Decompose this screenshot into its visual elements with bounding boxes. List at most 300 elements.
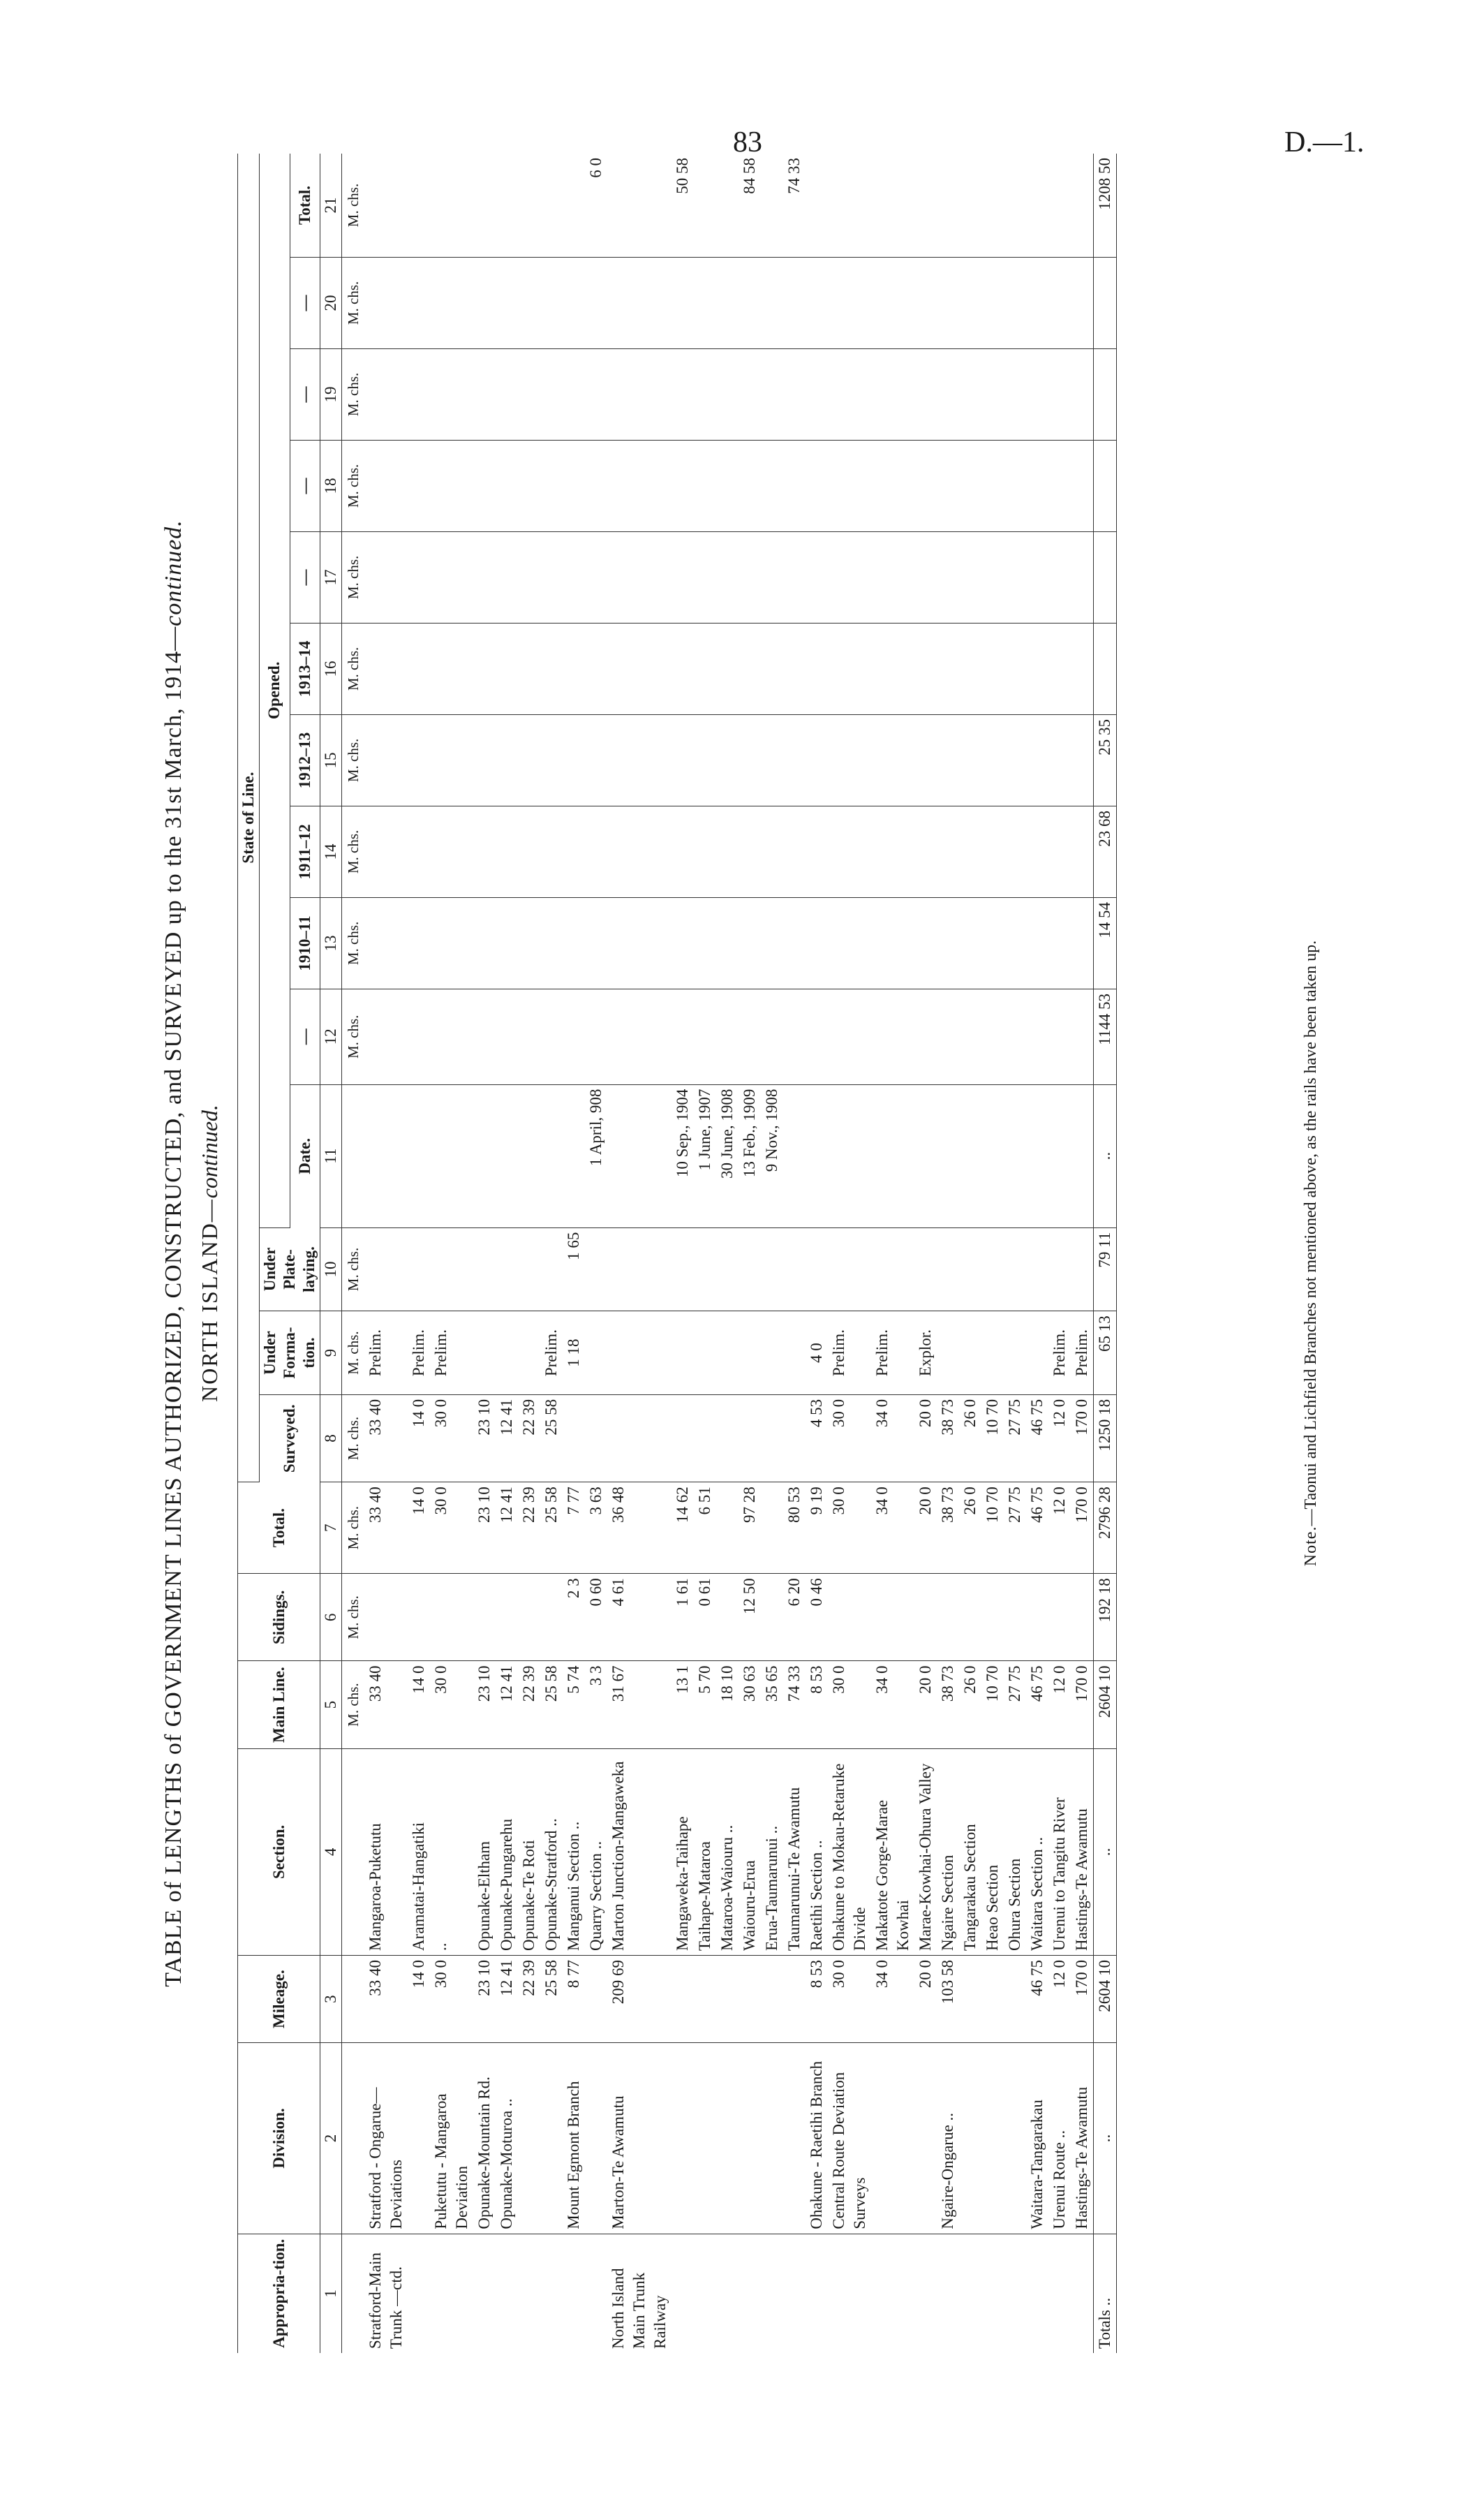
footnote [1302, 154, 1321, 2353]
under-plate-laying-cell [607, 1227, 671, 1311]
total-cell: 10 70 [981, 1482, 1004, 1574]
main-line-cell: 20 0 [914, 1661, 937, 1748]
opened-year-cell [694, 806, 716, 897]
appropriation-cell [585, 2234, 607, 2353]
opened-year-cell [585, 714, 607, 806]
table-row [607, 154, 671, 2353]
division-cell [761, 2043, 783, 2234]
unit-label: M. chs. [342, 1227, 365, 1311]
under-plate-laying-cell [1026, 1227, 1048, 1311]
surveyed-cell: 30 0 [430, 1394, 473, 1482]
opened-year-cell [739, 714, 761, 806]
opened-year-cell [607, 257, 671, 348]
main-line-cell: 30 63 [739, 1661, 761, 1748]
sidings-cell [518, 1574, 540, 1661]
opened-total-cell [540, 154, 563, 257]
under-plate-laying-cell [694, 1227, 716, 1311]
section-cell: Raetihi Section .. [806, 1748, 828, 1955]
surveyed-cell: 23 10 [473, 1394, 496, 1482]
sidings-cell [540, 1574, 563, 1661]
opened-year-cell [496, 623, 518, 714]
table-row [563, 154, 585, 2353]
total-cell: 14 0 [408, 1482, 430, 1574]
opened-year-cell [981, 897, 1004, 989]
appropriation-cell: North Island Main Trunk Railway [609, 2268, 669, 2349]
opened-year-cell [430, 714, 473, 806]
opened-year-cell [1071, 806, 1094, 897]
column-number: 18 [320, 440, 342, 531]
under-plate-laying-cell [871, 1227, 914, 1311]
appropriation-cell [430, 2234, 473, 2353]
opened-year-cell [783, 806, 806, 897]
opened-total-cell: 6 0 [585, 154, 607, 257]
opened-year-cell [1004, 989, 1026, 1084]
opened-year-cell [430, 440, 473, 531]
opened-year-cell [871, 440, 914, 531]
totals-total: 2796 28 [1094, 1482, 1117, 1574]
appropriation-cell [496, 2234, 518, 2353]
mileage-cell: 34 0 [871, 1955, 914, 2042]
sidings-cell: 0 61 [694, 1574, 716, 1661]
opened-year-cell [828, 440, 871, 531]
opened-year-cell [937, 440, 959, 531]
opened-year-cell [671, 257, 694, 348]
sidings-cell [716, 1574, 739, 1661]
under-formation-cell [1026, 1311, 1048, 1395]
totals-sidings: 192 18 [1094, 1574, 1117, 1661]
sidings-cell: 0 60 [585, 1574, 607, 1661]
under-formation-cell: 4 0 [806, 1311, 828, 1395]
column-number: 9 [320, 1311, 342, 1395]
date-cell [563, 1084, 585, 1227]
opened-year-cell [518, 440, 540, 531]
date-cell [871, 1084, 914, 1227]
opened-year-cell [783, 623, 806, 714]
table-row [783, 154, 806, 2353]
opened-year-cell [518, 714, 540, 806]
opened-year-cell [914, 257, 937, 348]
surveyed-cell [716, 1394, 739, 1482]
under-formation-cell [739, 1311, 761, 1395]
opened-total-cell [1026, 154, 1048, 257]
appropriation-cell [981, 2234, 1004, 2353]
opened-total-cell [981, 154, 1004, 257]
surveyed-cell: 14 0 [408, 1394, 430, 1482]
opened-year-cell [671, 806, 694, 897]
section-cell: Ohura Section [1004, 1748, 1026, 1955]
sidings-cell [937, 1574, 959, 1661]
opened-total-cell [914, 154, 937, 257]
opened-year-cell [496, 806, 518, 897]
table-row [585, 154, 607, 2353]
opened-year-cell [430, 897, 473, 989]
opened-total-cell [1004, 154, 1026, 257]
mileage-cell [959, 1955, 981, 2042]
date-cell [518, 1084, 540, 1227]
section-cell: Makatote Gorge-Marae Kowhai [871, 1748, 914, 1955]
mileage-cell [716, 1955, 739, 2042]
opened-year-cell [806, 714, 828, 806]
opened-year-cell [1026, 897, 1048, 989]
opened-year-cell [518, 989, 540, 1084]
opened-year-cell [981, 348, 1004, 440]
opened-year-cell [739, 897, 761, 989]
mileage-cell: 20 0 [914, 1955, 937, 2042]
opened-year-cell [828, 714, 871, 806]
opened-year-cell [1004, 806, 1026, 897]
table-row [540, 154, 563, 2353]
division-cell: Opunake-Moturoa .. [496, 2043, 518, 2234]
date-cell [959, 1084, 981, 1227]
opened-total-cell [937, 154, 959, 257]
section-cell: Erua-Taumarunui .. [761, 1748, 783, 1955]
table-row [408, 154, 430, 2353]
under-formation-cell [716, 1311, 739, 1395]
table-row [1048, 154, 1071, 2353]
total-cell [761, 1482, 783, 1574]
opened-year-cell [430, 348, 473, 440]
opened-year-cell [364, 531, 408, 623]
under-plate-laying-cell [585, 1227, 607, 1311]
unit-label: M. chs. [342, 1574, 365, 1661]
opened-total-cell [828, 154, 871, 257]
division-cell [959, 2043, 981, 2234]
totals-col17 [1094, 531, 1117, 623]
opened-year-cell [473, 897, 496, 989]
total-cell: 34 0 [871, 1482, 914, 1574]
surveyed-cell: 25 58 [540, 1394, 563, 1482]
totals-label: Totals .. [1094, 2234, 1117, 2353]
opened-year-cell [1026, 440, 1048, 531]
totals-1910-11: 14 54 [1094, 897, 1117, 989]
opened-year-cell [671, 989, 694, 1084]
opened-year-cell [364, 440, 408, 531]
opened-total-cell [518, 154, 540, 257]
opened-year-cell [694, 623, 716, 714]
opened-year-cell [563, 440, 585, 531]
sidings-cell [408, 1574, 430, 1661]
opened-year-cell [1048, 348, 1071, 440]
section-cell: Mataroa-Waiouru .. [716, 1748, 739, 1955]
mileage-cell: 12 0 [1048, 1955, 1071, 2042]
table-row [761, 154, 783, 2353]
main-line-cell: 12 41 [496, 1661, 518, 1748]
totals-under-plate-laying: 79 11 [1094, 1227, 1117, 1311]
opened-year-cell [981, 714, 1004, 806]
opened-year-cell [937, 531, 959, 623]
unit-label: M. chs. [342, 348, 365, 440]
opened-year-cell [739, 623, 761, 714]
totals-1911-12: 23 68 [1094, 806, 1117, 897]
column-number: 17 [320, 531, 342, 623]
opened-year-cell [828, 897, 871, 989]
column-number: 16 [320, 623, 342, 714]
opened-year-cell [671, 440, 694, 531]
table-row [1026, 154, 1048, 2353]
date-cell [1071, 1084, 1094, 1227]
opened-year-cell [408, 714, 430, 806]
opened-year-cell [518, 348, 540, 440]
division-cell: Ngaire-Ongarue .. [937, 2043, 959, 2234]
opened-year-cell [430, 806, 473, 897]
unit-row [342, 154, 365, 2353]
opened-year-cell [716, 714, 739, 806]
opened-year-cell [981, 440, 1004, 531]
total-cell: 25 58 [540, 1482, 563, 1574]
opened-year-cell [761, 714, 783, 806]
column-number: 14 [320, 806, 342, 897]
opened-year-cell [1071, 348, 1094, 440]
mileage-cell: 23 10 [473, 1955, 496, 2042]
under-formation-cell: Explor. [914, 1311, 937, 1395]
opened-year-cell [408, 440, 430, 531]
under-formation-cell: 1 18 [563, 1311, 585, 1395]
under-plate-laying-cell [671, 1227, 694, 1311]
appropriation-cell [671, 2234, 694, 2353]
main-line-cell: 74 33 [783, 1661, 806, 1748]
total-cell: 170 0 [1071, 1482, 1094, 1574]
header-1912-13: 1912–13 [290, 714, 320, 806]
opened-year-cell [694, 257, 716, 348]
opened-year-cell [761, 348, 783, 440]
opened-year-cell [1048, 989, 1071, 1084]
appropriation-cell [871, 2234, 914, 2353]
opened-year-cell [739, 806, 761, 897]
opened-year-cell [694, 714, 716, 806]
opened-year-cell [408, 806, 430, 897]
under-formation-cell: Prelim. [364, 1311, 408, 1395]
header-surveyed: Surveyed. [260, 1394, 320, 1482]
opened-year-cell [937, 257, 959, 348]
opened-year-cell [563, 348, 585, 440]
opened-year-cell [1048, 440, 1071, 531]
total-cell: 97 28 [739, 1482, 761, 1574]
opened-year-cell [959, 623, 981, 714]
header-col18: — [290, 440, 320, 531]
header-col17: — [290, 531, 320, 623]
under-formation-cell [1004, 1311, 1026, 1395]
opened-year-cell [914, 714, 937, 806]
totals-division: .. [1094, 2043, 1117, 2234]
opened-year-cell [585, 623, 607, 714]
opened-year-cell [761, 989, 783, 1084]
opened-year-cell [671, 897, 694, 989]
division-cell [739, 2043, 761, 2234]
appropriation-cell [739, 2234, 761, 2353]
opened-total-cell [959, 154, 981, 257]
surveyed-cell: 22 39 [518, 1394, 540, 1482]
opened-year-cell [959, 897, 981, 989]
opened-year-cell [937, 623, 959, 714]
section-cell: Ngaire Section [937, 1748, 959, 1955]
surveyed-cell: 170 0 [1071, 1394, 1094, 1482]
totals-1913-14 [1094, 623, 1117, 714]
opened-year-cell [1071, 623, 1094, 714]
opened-year-cell [364, 257, 408, 348]
table-title-continued: continued. [161, 519, 186, 626]
main-line-cell: 5 74 [563, 1661, 585, 1748]
date-cell [1004, 1084, 1026, 1227]
table-row [937, 154, 959, 2353]
opened-year-cell [408, 623, 430, 714]
opened-year-cell [1004, 531, 1026, 623]
opened-year-cell [563, 806, 585, 897]
header-total-opened: Total. [290, 154, 320, 257]
opened-total-cell [430, 154, 473, 257]
total-cell: 12 41 [496, 1482, 518, 1574]
opened-year-cell [518, 257, 540, 348]
division-cell [671, 2043, 694, 2234]
opened-year-cell [828, 989, 871, 1084]
surveyed-cell: 10 70 [981, 1394, 1004, 1482]
sidings-cell: 12 50 [739, 1574, 761, 1661]
opened-year-cell [828, 806, 871, 897]
opened-year-cell [430, 623, 473, 714]
opened-year-cell [1048, 257, 1071, 348]
opened-year-cell [716, 257, 739, 348]
division-cell [1004, 2043, 1026, 2234]
opened-year-cell [1048, 623, 1071, 714]
opened-year-cell [959, 348, 981, 440]
section-cell: .. [430, 1748, 473, 1955]
section-cell: Opunake-Eltham [473, 1748, 496, 1955]
opened-year-cell [694, 897, 716, 989]
opened-year-cell [496, 348, 518, 440]
date-cell [607, 1084, 671, 1227]
opened-year-cell [981, 531, 1004, 623]
division-cell: Ohakune - Raetihi Branch [806, 2043, 828, 2234]
header-date: Date. [290, 1084, 320, 1227]
sidings-cell [959, 1574, 981, 1661]
sidings-cell [761, 1574, 783, 1661]
header-state-of-line: State of Line. [238, 154, 260, 1482]
opened-year-cell [473, 806, 496, 897]
section-cell: Tangarakau Section [959, 1748, 981, 1955]
section-cell: Aramatai-Hangatiki [408, 1748, 430, 1955]
opened-year-cell [518, 806, 540, 897]
header-under-plate-laying: Under Plate-laying. [260, 1227, 320, 1311]
opened-year-cell [1004, 714, 1026, 806]
opened-year-cell [496, 257, 518, 348]
header-under-formation: Under Forma-tion. [260, 1311, 320, 1395]
mileage-cell [671, 1955, 694, 2042]
header-total: Total. [238, 1482, 320, 1574]
opened-year-cell [871, 257, 914, 348]
surveyed-cell [783, 1394, 806, 1482]
opened-year-cell [430, 257, 473, 348]
opened-year-cell [739, 257, 761, 348]
totals-col20 [1094, 257, 1117, 348]
header-col20: — [290, 257, 320, 348]
table-subtitle-main: NORTH ISLAND— [197, 1198, 222, 1402]
division-cell [694, 2043, 716, 2234]
total-cell: 33 40 [364, 1482, 408, 1574]
main-line-cell: 46 75 [1026, 1661, 1048, 1748]
totals-mileage: 2604 10 [1094, 1955, 1117, 2042]
rotated-table-page [154, 154, 1354, 2353]
document-reference: D.—1. [1284, 126, 1365, 158]
section-cell: Marton Junction-Mangaweka [607, 1748, 671, 1955]
opened-year-cell [1026, 714, 1048, 806]
opened-year-cell [607, 806, 671, 897]
column-number: 15 [320, 714, 342, 806]
opened-year-cell [761, 806, 783, 897]
total-cell: 14 62 [671, 1482, 694, 1574]
date-cell: 10 Sep., 1904 [671, 1084, 694, 1227]
appropriation-cell [937, 2234, 959, 2353]
opened-year-cell [563, 714, 585, 806]
opened-year-cell [783, 257, 806, 348]
mileage-cell: 33 40 [364, 1955, 408, 2042]
under-formation-cell [496, 1311, 518, 1395]
under-plate-laying-cell [981, 1227, 1004, 1311]
under-formation-cell: Prelim. [430, 1311, 473, 1395]
date-cell: 1 April, 908 [585, 1084, 607, 1227]
opened-year-cell [540, 989, 563, 1084]
surveyed-cell [694, 1394, 716, 1482]
table-row [1071, 154, 1094, 2353]
under-plate-laying-cell [959, 1227, 981, 1311]
opened-year-cell [496, 714, 518, 806]
mileage-cell: 30 0 [430, 1955, 473, 2042]
mileage-cell: 30 0 [828, 1955, 871, 2042]
opened-year-cell [408, 989, 430, 1084]
opened-year-cell [563, 623, 585, 714]
table-row [496, 154, 518, 2353]
table-row [716, 154, 739, 2353]
opened-year-cell [914, 531, 937, 623]
table-row [806, 154, 828, 2353]
date-cell [828, 1084, 871, 1227]
division-cell: Central Route Deviation Surveys [828, 2043, 871, 2234]
column-number: 5 [320, 1661, 342, 1748]
under-formation-cell: Prelim. [1071, 1311, 1094, 1395]
under-formation-cell: Prelim. [540, 1311, 563, 1395]
opened-year-cell [981, 257, 1004, 348]
opened-year-cell [585, 531, 607, 623]
mileage-cell: 46 75 [1026, 1955, 1048, 2042]
opened-year-cell [716, 623, 739, 714]
under-plate-laying-cell [937, 1227, 959, 1311]
date-cell [430, 1084, 473, 1227]
column-number: 12 [320, 989, 342, 1084]
opened-year-cell [739, 989, 761, 1084]
total-cell: 26 0 [959, 1482, 981, 1574]
opened-year-cell [1026, 623, 1048, 714]
opened-year-cell [937, 806, 959, 897]
division-cell: Marton-Te Awamutu [607, 2043, 671, 2234]
opened-year-cell [761, 531, 783, 623]
opened-year-cell [959, 531, 981, 623]
total-cell: 20 0 [914, 1482, 937, 1574]
opened-year-cell [364, 897, 408, 989]
opened-year-cell [806, 531, 828, 623]
surveyed-cell: 46 75 [1026, 1394, 1048, 1482]
opened-year-cell [1026, 257, 1048, 348]
total-cell [716, 1482, 739, 1574]
unit-label: M. chs. [342, 257, 365, 348]
opened-year-cell [694, 531, 716, 623]
opened-year-cell [473, 714, 496, 806]
opened-year-cell [828, 531, 871, 623]
appropriation-cell [408, 2234, 430, 2353]
opened-year-cell [408, 257, 430, 348]
opened-year-cell [871, 989, 914, 1084]
under-formation-cell [518, 1311, 540, 1395]
opened-year-cell [828, 257, 871, 348]
appropriation-cell [761, 2234, 783, 2353]
surveyed-cell [563, 1394, 585, 1482]
